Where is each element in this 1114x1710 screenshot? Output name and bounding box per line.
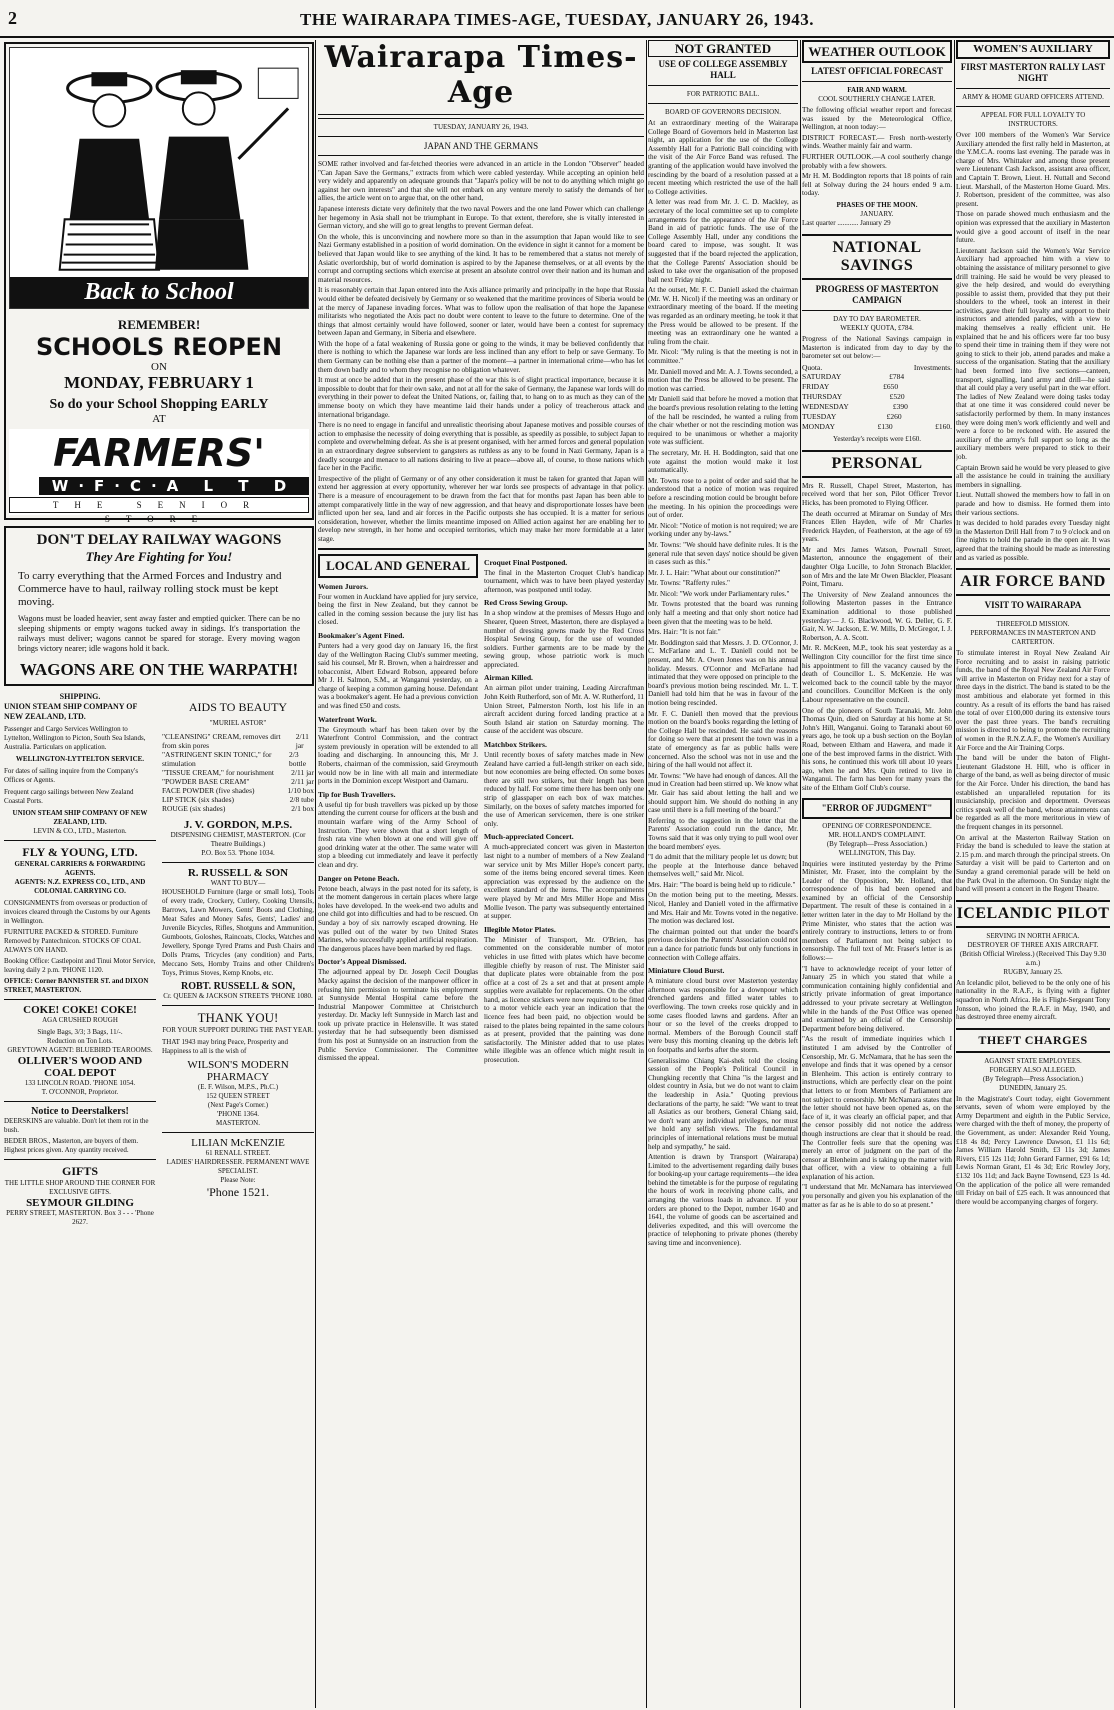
coke-price: Single Bags, 3/3; 3 Bags, 11/-. (37, 1028, 123, 1036)
reopen-date: MONDAY, FEBRUARY 1 (64, 373, 254, 392)
icelandic-title: ICELANDIC PILOT (956, 900, 1110, 928)
coke-agent: GREYTOWN AGENT: BLUEBIRD TEAROOMS. (7, 1046, 153, 1054)
editorial-paragraph: On the whole, this is unconvincing and nowhere more so than in the assumption that Japan would like to see Nazi Germany established in a position of world domination. On the evidence in sight it cannot for a moment be believed that Japan would like to see anything of the kind. It has to be remembered that a status not merely of Asiatic overlordship, but of world domination is aspired to by the Japanese themselves, or at all events by the corrupt and corrupting sections which exercise at present an absolute control over their nation and its human and material resources. (318, 232, 644, 284)
wilsons-phone: 'PHONE 1364. (216, 1110, 260, 1118)
cloud-burst-subhead: Miniature Cloud Burst. (648, 966, 725, 976)
local-item-heading: Croquet Final Postponed. (484, 557, 568, 567)
not-granted-paragraph: At an extraordinary meeting of the Wairarapa College Board of Governors held in Masterton last night, an application for the use of the College Assembly Hall for a Patriotic Ball coinciding with the visit of the Air Force Band was refused. The granting of the application would have involved the rescinding by the board of a resolution passed at a recent meeting which restricted the use of the hall to College activities. (648, 119, 798, 196)
railway-ad-subtitle: They Are Fighting for You! (85, 549, 233, 564)
beauty-item-price: 2/11 jar (291, 768, 314, 777)
local-item-text: The Minister of Transport, Mr. O'Brien, has commented on the considerable number of motor vehicles in use fitted with plates which have become illegible chiefly by reason of rust. The Minister said that duplicate plates were obtainable from the post office at a cost of 2s a set and that at present ample supplies were available for replacements. On the other hand, as licence stickers were now required to be fitted to a motor vehicle each year an indication that the licence fees had been paid, no objection would be raised to the plates being repainted in the same colours as at present, provided that the painting was done satisfactorily. The Minister added that to use plates while illegible was an offence which might result in prosecution. (484, 935, 644, 1065)
not-granted-paragraph: Mr. Daniell moved and Mr. A. J. Towns seconded, a motion that the Press be allowed to be present. The motion was carried. (648, 367, 798, 393)
divider (648, 103, 798, 104)
shop-early-text: So do your School Shopping EARLY (49, 397, 269, 412)
fly-young-name: FLY & YOUNG, LTD. (22, 845, 138, 859)
not-granted-paragraph: Mr. Towns protested that the board was running only half a meeting and that only short notice had been given that the meeting was to be held. (648, 600, 798, 626)
masthead-title: Wairarapa Times-Age (324, 40, 638, 110)
local-item-heading: Danger on Petone Beach. (318, 873, 400, 883)
local-item-text: In a shop window at the premises of Messrs Hugo and Shearer, Queen Street, Masterton, there are displayed a number of dressing gowns made by the Red Cross Hospital Sewing Group, for the use of wounded soldiers. Further garments are to be made by the sewing group, whose patriotic work is much appreciated. (484, 609, 644, 669)
personal-paragraph: The death occurred at Miramar on Sunday of Mrs Frances Ellen Hayden, wife of Mr Charles Frederick Hayden, of Featherston, at the age of 69 years. (802, 509, 952, 544)
divider (4, 1159, 156, 1160)
editorial-body (318, 160, 644, 544)
savings-row (802, 422, 952, 432)
not-granted-paragraph: Mr. Towns rose to a point of order and said that he understood that a notice of motion was required before a rescinding motion could be brought before the meeting. In his opinion the proceedings were out of order. (648, 476, 798, 520)
weather-district: DISTRICT FORECAST.— Fresh north-westerly winds. Weather mainly fair and warm. (802, 133, 952, 151)
local-item-text: An airman pilot under training, Leading Aircraftman John Keith Rutherford, son of Mr. A. W. Rutherford, 11 Union Street, Palmerston North, lost his life in an aircraft accident during forced landing practice at a South Island air station on Saturday morning. The cause of the accident was obscure. (484, 684, 644, 736)
local-and-general-left (318, 554, 478, 1067)
local-item-text: The final in the Masterton Croquet Club's handicap tournament, which was to have been played yesterday afternoon, was postponed until today. (484, 568, 644, 594)
weather-rain: Mr H. M. Boddington reports that 18 points of rain fell at Solway during the 24 hours ended 9 a.m. today. (802, 172, 952, 198)
theft-telegraph: (By Telegraph—Press Association.) (982, 1074, 1084, 1083)
moon-month: JANUARY. (860, 209, 894, 218)
personal-paragraph: The University of New Zealand announces the following Masterton passes in the Entrance Examination additional to those published yesterday:— J. G. Blackwood, W. G. Deller, G. F. Gair, N. W. Jackson, E. W. Mills, D. McGregor, I. J. Robertson, A. A. Scott. (802, 590, 952, 642)
personal-title: PERSONAL (802, 450, 952, 478)
beauty-item-name: LIP STICK (six shades) (162, 795, 235, 804)
auxiliary-body (956, 131, 1110, 562)
savings-table (802, 372, 952, 432)
shipping-company: UNION STEAM SHIP COMPANY OF NEW ZEALAND, LTD. (4, 702, 138, 721)
masthead-dateline: TUESDAY, JANUARY 26, 1943. (433, 123, 529, 131)
savings-sub: PROGRESS OF MASTERTON CAMPAIGN (815, 283, 939, 305)
double-rule (318, 114, 644, 119)
divider (956, 106, 1110, 107)
editorial-column (318, 40, 644, 1708)
savings-quota: £390 (892, 401, 908, 411)
coal-depot-address: 133 LINCOLN ROAD. 'PHONE 1054. (24, 1079, 136, 1087)
newspaper-header-title: THE WAIRARAPA TIMES-AGE, TUESDAY, JANUARY 26, 1943. (300, 10, 814, 29)
local-item-heading: Women Jurors. (318, 581, 369, 591)
savings-day: SATURDAY (802, 371, 842, 381)
icelandic-dateline: RUGBY, January 25. (1003, 967, 1063, 976)
beauty-item-name: "TISSUE CREAM," for nourishment (162, 768, 274, 777)
wilsons-town: MASTERTON. (216, 1119, 260, 1127)
beauty-price-row (162, 750, 314, 768)
weather-further: FURTHER OUTLOOK.—A cool southerly change probably with a few showers. (802, 152, 952, 170)
moon-row: Last quarter ............ January 29 (802, 218, 891, 227)
error-judgment-paragraph: "I have to acknowledge receipt of your letter of January 25 in which you stated that while a communication containing highly confidential and strictly private information of great importance addressed to your private secretary at Wellington while in the hands of the Post Office was opened and examined by an official of the Censorship Department before being delivered. (802, 964, 952, 1033)
thank-you-sub: FOR YOUR SUPPORT DURING THE PAST YEAR. (162, 1026, 314, 1034)
local-item-heading: Tip for Bush Travellers. (318, 789, 396, 799)
airforce-sub: VISIT TO WAIRARAPA (984, 600, 1082, 611)
savings-quota: £260 (886, 411, 902, 421)
weather-column (802, 40, 952, 1708)
gifts-shop-name: SEYMOUR GILDING (26, 1197, 134, 1209)
cloud-burst-text: A miniature cloud burst over Masterton yesterday afternoon was responsible for a downpour which drenched gardens and filled water tables to overflowing. The town creeks rose quickly and in some cases flooded lawns and gardens. After an hour or so the level of the creeks dropped to normal. Members of the Borough Council staff were busy this morning cleaning up the debris left on footpaths and kerbs after the storm. (648, 977, 798, 1054)
fly-young-line2: AGENTS: N.Z. EXPRESS CO., LTD., AND COLONIAL CARRYING CO. (14, 878, 146, 895)
error-judgment-paragraph: Inquiries were instituted yesterday by the Prime Minister, Mr. Fraser, into the complaint by the Leader of the Opposition, Mr. Holland, that correspondence of his had been opened and examined by an official of the Censorship Department. The result of these is contained in a letter written later in the day to Mr Holland by the Prime Minister, who states that the action was entirely contrary to instructions, letters to or from members of Parliament not being subject to censorship. The full text of Mr. Fraser's letter is as follows:— (802, 859, 952, 963)
page-number: 2 (8, 8, 17, 28)
local-left-items (318, 582, 478, 1063)
farmers-logo-tagline: THE SENIOR STORE (9, 497, 309, 513)
local-item-text: A much-appreciated concert was given in Masterton last night to a number of members of a New Zealand war service unit by Mrs Miller Hope's concert party, some of the items being encored several times. Keen appreciation was expressed by the audience on the excellent standard of the items. The accompaniments were played by Mr and Mrs Miller Hope and Miss Mollie Iveson. The party was subsequently entertained at supper. (484, 843, 644, 921)
beauty-item-price: 2/3 bottle (289, 750, 307, 768)
savings-row (802, 372, 952, 382)
local-item-heading: Doctor's Appeal Dismissed. (318, 957, 407, 967)
divider (318, 548, 644, 550)
editorial-paragraph: SOME rather involved and far-fetched theories were advanced in an article in the London "Observer" headed "Can Japan Save the Germans," extracts from which were cabled yesterday. While accepting an opinion held very widely and apparently on adequate grounds that "Japan's policy will be not to do anything which might go against her own interests" and that she will not embark on any venture merely to satisfy the demands of her allies, the article went on to argue that, on the other hand, (318, 160, 644, 203)
beauty-price-row (162, 777, 314, 786)
icelandic-sub: SERVING IN NORTH AFRICA. (986, 931, 1080, 940)
column-rule (315, 40, 316, 1708)
beauty-item-price: 2/1 box (291, 804, 314, 813)
beauty-item-name: "POWDER BASE CREAM" (162, 777, 250, 786)
personal-paragraph: One of the pioneers of South Taranaki, Mr. John Thomas Quin, died on Saturday at his home at St. John's Hill, Wanganui. Going to Taranaki about 60 years ago, he took up a bush section on the Boylan Road, between Eltham and Hawera, and made it one of the best improved farms in the district. With his sons, he continued this work till about 10 years ago, when he and Mrs. Quin retired to live in Wanganui. The farm has been for many years the site of the Eltham Golf Club's course. (802, 706, 952, 792)
farmers-logo-bar: W·F·C·A L T D (39, 477, 309, 495)
back-to-school-banner: Back to School (10, 277, 308, 308)
fly-young-booking: Booking Office: Castlepoint and Tinui Motor Service, leaving daily 2 p.m. 'PHONE 1120. (4, 957, 156, 974)
divider (162, 1005, 314, 1006)
auxiliary-title: WOMEN'S AUXILIARY (956, 40, 1110, 59)
chemist-details: DISPENSING CHEMIST, MASTERTON. (Cor Theatre Buildings.) (170, 831, 306, 848)
savings-intro: Progress of the National Savings campaign in Masterton is indicated from day to day by the barometer set out below:— (802, 334, 952, 361)
school-girls-illustration (9, 47, 309, 309)
airforce-sub2: THREEFOLD MISSION. (996, 620, 1070, 629)
airforce-title: AIR FORCE BAND (956, 568, 1110, 596)
russell-name-repeat: ROBT. RUSSELL & SON, (180, 981, 295, 992)
savings-quota-header: Quota. (802, 362, 823, 372)
savings-barometer: DAY TO DAY BAROMETER. (833, 314, 921, 323)
divider (802, 81, 952, 82)
schools-reopen-headline: SCHOOLS REOPEN (35, 333, 283, 361)
beauty-item-price: 2/11 jar (291, 777, 314, 786)
deerstalkers-title: Notice to Deerstalkers! (31, 1106, 129, 1117)
moon-title: PHASES OF THE MOON. (836, 200, 918, 209)
not-granted-paragraph: Mr. J. L. Hair: "What about our constitution?" (648, 568, 781, 577)
auxiliary-sub2: ARMY & HOME GUARD OFFICERS ATTEND. (962, 93, 1104, 101)
auxiliary-paragraph: Those on parade showed much enthusiasm and the opinion was expressed that the auxiliary in Masterton would give a good account of itself in the near future. (956, 210, 1110, 245)
auxiliary-column (956, 40, 1110, 1708)
wilsons-address: 152 QUEEN STREET (206, 1092, 270, 1100)
beauty-brand: "MURIEL ASTOR" (209, 719, 267, 727)
not-granted-headline: NOT GRANTED (648, 40, 798, 57)
small-ads-left (4, 692, 156, 1227)
railway-ad-footer: WAGONS ARE ON THE WARPATH! (19, 660, 299, 679)
chemist-box: P.O. Box 53. 'Phone 1034. (201, 849, 275, 857)
beauty-item-name: FACE POWDER (five shades) (162, 786, 255, 795)
savings-investment: £160. (935, 421, 952, 431)
small-ads-right (162, 692, 314, 1227)
savings-header (802, 363, 952, 372)
icelandic-text: An Icelandic pilot, believed to be the only one of his nationality in the R.A.F., is flying with a fighter squadron in North Africa. He is Flight-Sergeant Tony Jonsson, who joined the R.A.F. in May, 1940, and has destroyed three enemy aircraft. (956, 978, 1110, 1022)
shipping-dates: For dates of sailing inquire from the Company's Offices or Agents. (4, 767, 139, 784)
beauty-item-name: ROUGE (six shades) (162, 804, 226, 813)
beder-bros-text: BEDER BROS., Masterton, are buyers of them. Highest prices given. Any quantity received. (4, 1137, 139, 1154)
editorial-headline: JAPAN AND THE GERMANS (423, 141, 539, 151)
shipping-agents: LEVIN & CO., LTD., Masterton. (33, 827, 127, 835)
fly-young-furniture: FURNITURE PACKED & STORED. Furniture Removed by Pantechnicon. STOCKS OF COAL ALWAYS ON HAND. (4, 928, 141, 954)
airforce-paragraph: The band will be under the baton of Flight-Lieutenant Gladstone H. Hill, who is officer in charge of the band, as well as being director of music for the Air Force. Under his direction, the band has established an unparalleled reputation for its musicianship, precision and deportment. Overseas critics speak well of the band, whose attainments can be regarded as all the more meritorious in view of the frequent changes in its personnel. (956, 754, 1110, 831)
shipping-company-repeat: UNION STEAM SHIP COMPANY OF NEW ZEALAND, LTD. (12, 809, 148, 826)
not-granted-sub1: USE OF COLLEGE ASSEMBLY HALL (658, 59, 788, 80)
college-hall-column (648, 40, 798, 1708)
beauty-item-name: "CLEANSING" CREAM, removes dirt from skin pores (162, 732, 281, 750)
divider (162, 1132, 314, 1133)
gifts-line: THE LITTLE SHOP AROUND THE CORNER FOR EXCLUSIVE GIFTS. (4, 1179, 156, 1196)
error-judgment-telegraph: (By Telegraph—Press Association.) (826, 839, 928, 848)
divider (4, 1101, 156, 1102)
error-judgment-sub: OPENING OF CORRESPONDENCE. (822, 821, 932, 830)
icelandic-sub2: DESTROYER OF THREE AXIS AIRCRAFT. (967, 940, 1099, 949)
beauty-price-row (162, 768, 314, 777)
divider (956, 88, 1110, 89)
not-granted-paragraph: "I do admit that the military people let us down; but the people at the Interhouse dance behaved themselves well," said Mr. Nicol. (648, 853, 798, 879)
divider (162, 862, 314, 863)
not-granted-paragraph: Mrs. Hair: "The board is being held up to ridicule." (648, 880, 796, 889)
russell-address: Cr. QUEEN & JACKSON STREETS 'PHONE 1080. (163, 992, 313, 1000)
savings-quota: £784 (889, 371, 905, 381)
savings-day: MONDAY (802, 421, 836, 431)
auxiliary-paragraph: It was decided to hold parades every Tuesday night in the Masterton Drill Hall from 7 to 9 o'clock and on fine nights to hold the parade in the open air. It was agreed that the training should be made as interesting and as varied as possible. (956, 519, 1110, 562)
fly-young-office: OFFICE: Corner BANNISTER ST. and DIXON STREET, MASTERTON. (4, 977, 149, 994)
page-header (0, 0, 1114, 38)
on-text: ON (151, 361, 167, 373)
mckenzie-address: 61 RENALL STREET. (205, 1149, 271, 1157)
personal-body (802, 482, 952, 793)
fly-young-consignments: CONSIGNMENTS from overseas or production of invoices cleared through the Customs by our Agents in Wellington. (4, 899, 151, 925)
local-item-text: Four women in Auckland have applied for jury service, being the first in New Zealand, but they cannot be called in the coming session because the jury list has closed. (318, 592, 478, 627)
column-rule (646, 40, 647, 1708)
beauty-price-row (162, 795, 314, 804)
beauty-item-price: 2/8 tube (289, 795, 314, 804)
not-granted-paragraph: A letter was read from Mr. J. C. D. Mackley, as secretary of the local committee set up to complete arrangements for the appearance of the Air Force Band in aid of patriotic funds. The use of the College Assembly Hall, under any conditions the board cared to impose, was sought. It was suggested that if the board rejected the application, that the College Parents' Association should be asked to take over the organisation of the proposed ball next Friday night. (648, 198, 798, 284)
savings-yesterday: Yesterday's receipts were £160. (832, 434, 922, 443)
not-granted-paragraph: Mr. Towns: "We have had enough of dances. All the mud in Creation had been stirred up. We know what Mr. Gair has said about letting the hall and we should support him. We should do nothing in any case until there is a full meeting of the board." (648, 771, 798, 815)
at-text: AT (152, 413, 166, 425)
weather-fair: FAIR AND WARM. (847, 86, 907, 94)
small-ads-block (4, 692, 314, 1227)
shipping-services: Passenger and Cargo Services Wellington to Lyttelton, Wellington to Picton, South Sea Islands, Australia. Particulars on application. (4, 725, 146, 751)
savings-day: THURSDAY (802, 391, 843, 401)
weather-title: WEATHER OUTLOOK (802, 40, 952, 63)
savings-day: WEDNESDAY (802, 401, 849, 411)
gifts-title: GIFTS (61, 1164, 98, 1178)
not-granted-paragraph: Mr. Nicol: "Notice of motion is not required; we are working under any by-laws." (648, 521, 798, 539)
not-granted-paragraph: On the motion being put to the meeting, Messrs. Nicol, Hanley and Daniell voted in the affirmative and Mrs. Hair and Mr. Towns voted in the negative. The motion was declared lost. (648, 891, 798, 926)
thank-you-title: THANK YOU! (197, 1010, 279, 1025)
weather-sub: LATEST OFFICIAL FORECAST (811, 66, 943, 76)
auxiliary-paragraph: Captain Brown said he would be very pleased to give all the assistance he could in training the auxiliary members in signalling. (956, 463, 1110, 489)
advertisements-column (4, 40, 314, 1708)
airforce-paragraph: To stimulate interest in Royal New Zealand Air Force recruiting and to assist in raising patriotic funds, the band of the Royal New Zealand Air Force will arrive in Masterton on Friday next for a stay of three days in the district. The band is stated to be the most ambitious and elaborate yet formed in this country. As a result of its efforts the band has raised the total of over £100,000 during its extensive tours over the past three years. The band's recruiting mission is directed to being to promote the recruiting of women in the R.N.Z.A.F., the Women's Auxiliary Air Force and the Air Training Corps. (956, 649, 1110, 752)
mckenzie-line: LADIES' HAIRDRESSER. PERMANENT WAVE SPECIALIST. (166, 1158, 310, 1175)
farmers-logo-name: FARMERS' (53, 431, 265, 475)
editorial-paragraph: Japanese interests dictate very definitely that the two naval Powers and the one land Power which can challenge her hegemony in Asia shall not be triumphant in Europe. To that extent, therefore, she is vitally interested in German victory, and she will go to great lengths to prevent German defeat. (318, 204, 644, 231)
savings-quota: £130 (877, 421, 893, 431)
weather-cool: COOL SOUTHERLY CHANGE LATER. (818, 95, 936, 103)
beauty-title: AIDS TO BEAUTY (188, 700, 288, 714)
savings-title: NATIONAL SAVINGS (802, 234, 952, 280)
chemist-name: J. V. GORDON, M.P.S. (183, 819, 293, 831)
mckenzie-phone: 'Phone 1521. (206, 1185, 270, 1199)
transport-text: Attention is drawn by Transport (Wairarapa) Limited to the advertisement regarding daily buses for booking-up your cartage requirements—the idea behind the timetable is for the purpose of regulating the hours of work in receiving phone calls, and arranging the various loads in advance. If your orders are phoned to the Depot, number 1640 and 1641, the volume of goods can be ascertained and deliveries expedited, and this will overcome the practice of telephoning to private phones (thereby saving time and inconvenience). (648, 1153, 798, 1248)
airforce-body (956, 649, 1110, 894)
not-granted-paragraph: The chairman pointed out that under the board's previous decision the Parents' Association could not run a dance for patriotic funds but only functions in connection with College affairs. (648, 927, 798, 962)
auxiliary-sub: FIRST MASTERTON RALLY LAST NIGHT (960, 62, 1106, 83)
theft-title: THEFT CHARGES (956, 1028, 1110, 1053)
wilsons-wish: THAT 1943 may bring Peace, Prosperity and Happiness to all is the wish of (162, 1038, 289, 1055)
column-rule (954, 40, 955, 1708)
auxiliary-sub3: APPEAL FOR FULL LOYALTY TO INSTRUCTORS. (980, 111, 1086, 128)
error-judgment-body (802, 860, 952, 1210)
error-judgment-paragraph: "As the result of immediate inquiries which I instituted I am advised by the Controller of Censorship, Mr. G. McNamara, that he has seen the envelope and finds that it was opened by a censor in Blenheim. This action is entirely contrary to instructions, which are perfectly clear on the point that letters to or from Members of Parliament are not subject to censorship. Mr McNamara states that the letter should not have been opened as, on the face of it, it was clearly an official paper, and that the censor possibly did not notice the address though instructions are clear that it should be read. The Controller feels sure that the opening was merely an error of judgment on the part of the censor at Blenheim and is taking up the matter with that officer, with a view to obtaining a full explanation of his action. (802, 1035, 952, 1181)
russell-name: R. RUSSELL & SON (187, 867, 289, 879)
local-item-heading: Much-appreciated Concert. (484, 832, 574, 842)
gifts-address: PERRY STREET, MASTERTON. Box 3 - - - 'Phone 2627. (6, 1209, 154, 1226)
savings-weekly: WEEKLY QUOTA, £784. (840, 323, 914, 332)
not-granted-paragraph: At the outset, Mr. F. C. Daniell asked the chairman (Mr. W. H. Nicol) if the meeting was an ordinary or extraordinary meeting of the board. If the meeting was regarded as an ordinary meeting, he took it that the Press would be allowed to be present. If the meeting was an extraordinary one he wanted a ruling from the chair. (648, 286, 798, 346)
editorial-paragraph: Irrespective of the plight of Germany or of any other consideration it must be taken for granted that Japan will extend her aggression at every opportunity, wherever her war lords see prospects of advantage in that policy. There is a measure of encouragement to be drawn from the fact that for months past Japan has been able to attempt comparatively little in the way of new aggression, and that heavy and disproportionate losses have been inflicted upon her sea, land and air forces in the Pacific outposts she has occupied. It is a matter for serious consideration, however, whether the limits meantime imposed on Allied action against her are enabling her to develop new strength, in her home and occupied territories, which may make her more formidable at a later stage. (318, 474, 644, 543)
column-rule (800, 40, 801, 1708)
not-granted-paragraph: Mr. Towns: "Rafferty rules." (648, 579, 730, 588)
editorial-paragraph: It is reasonably certain that Japan entered into the Axis alliance primarily and principally in the hope that Russia would either be defeated decisively by Germany or so weakened that the maritime provinces of Siberia would be at the mercy of Japanese invading forces. What was to follow upon the realisation of that hope the Japanese militarists who negotiated the Axis pact no doubt were content to leave to the future to determine. One of the things that almost certainly would have followed, sooner or later, would have been a contest for supremacy between Japan and Germany, in Siberia and elsewhere. (318, 286, 644, 338)
savings-row (802, 392, 952, 402)
error-judgment-dateline: WELLINGTON, This Day. (838, 848, 916, 857)
mckenzie-name: LILIAN McKENZIE (191, 1137, 285, 1149)
russell-want: WANT TO BUY— (210, 879, 266, 887)
not-granted-paragraph: Mr Daniell said that before he moved a motion that the board's previous resolution relating to the letting of the hall be rescinded, he wanted a ruling from the chair whether or not the rescinding motion was required to be unanimous or whether a majority vote was sufficient. (648, 395, 798, 447)
coke-reduction: Reduction on Ton Lots. (47, 1037, 113, 1045)
coal-depot-name: OLLIVER'S WOOD AND COAL DEPOT (17, 1055, 143, 1079)
savings-investments-header: Investments. (913, 362, 952, 372)
local-right-items (484, 558, 644, 1065)
local-item-text: Until recently boxes of safety matches made in New Zealand have carried a full-length striker on each side, but now economies are being effected. On some boxes there are still two strikers, but their length has been reduced by half. For some time there has been only one strip of glasspaper on each box of wax matches. Similarly, on the boxes of safety matches imported for the use of American servicemen, there is one striker only. (484, 751, 644, 828)
local-item-text: A useful tip for bush travellers was picked up by those attending the current course for officers at the bush and mountain warfare wing of the Army School of Instruction. They were shown that a short length of fresh rata vine when blown at one end will give off good drinking water at the other. The same water will stop a bleeding cut immediately and leave it perfectly clean and dry. (318, 800, 478, 869)
divider (648, 85, 798, 86)
savings-row (802, 382, 952, 392)
divider (318, 136, 644, 137)
not-granted-paragraph: Mr. F. C. Daniell then moved that the previous motion on the board's books regarding the letting of the College Hall be rescinded. He said the reasons for doing so were that at present the town was in a state of emergency as far as public halls were concerned. Also the school was not in use and the hiring of the hall would not affect it. (648, 709, 798, 770)
error-judgment-title: "ERROR OF JUDGMENT" (802, 798, 952, 819)
weather-intro: The following official weather report and forecast was issued by the Meteorological Office, Wellington, at noon today:— (802, 106, 952, 132)
wilsons-sub: (E. F. Wilson, M.P.S., Ph.C.) (197, 1083, 279, 1091)
local-item-text: Petone beach, always in the past noted for its safety, is at the moment dangerous in certain places where large holes have developed. In the week-end two adults and one child got into difficulties and had to be rescued. On Sunday a boy of six narrowly escaped drowning. He was pulled out of the water by two United States Marines, who successfully applied artificial respiration. The dangerous places have been marked by red flags. (318, 884, 478, 953)
local-item-text: The adjourned appeal by Dr. Joseph Cecil Douglas Macky against the decision of the manpower officer in refusing him permission to terminate his employment at Sunnyside Mental Hospital came before the Industrial Manpower Committee at Christchurch yesterday. Dr. Macky left Sunnyside in March last and took up private practice in Helensville. It was stated yesterday that he had subsequently been dismissed from his post at Sunnyside on an instruction from the Public Service Commissioner. The Committee dismissed the appeal. (318, 968, 478, 1063)
railway-ad-title: DON'T DELAY RAILWAY WAGONS (36, 532, 282, 548)
beauty-item-price: 1/10 box (287, 786, 314, 795)
divider (956, 615, 1110, 616)
farmers-logo (9, 429, 309, 524)
not-granted-paragraph: The secretary, Mr. H. H. Boddington, said that one vote against the motion would make it lost automatically. (648, 448, 798, 475)
savings-row (802, 412, 952, 422)
local-item-heading: Waterfront Work. (318, 714, 377, 724)
not-granted-paragraph: Mrs. Hair: "It is not fair." (648, 628, 721, 637)
not-granted-sub3: BOARD OF GOVERNORS DECISION. (665, 108, 781, 116)
divider (4, 840, 156, 841)
wilsons-name: WILSON'S MODERN PHARMACY (187, 1059, 289, 1083)
school-girls-drawing (10, 48, 308, 308)
railway-ad-small-text: Wagons must be loaded heavier, sent away faster and emptied quicker. There can be no sleeping shipments or empty wagons tucked away in sidings. It's transportation the railways must deliver; wagons cannot be spared for storage. Every moving wagon brings victory nearer; idle wagons hold it back. (18, 614, 300, 653)
coke-title: COKE! COKE! COKE! (23, 1004, 137, 1016)
divider (318, 155, 644, 156)
beauty-price-list (162, 732, 314, 813)
personal-paragraph: Mr. R. McKeen, M.P., took his seat yesterday as a Wellington City councillor for the first time since his appointment to fill the vacancy caused by the death of Councillor L. S. McKenzie. He was welcomed back to the council table by the mayor and councillors. Councillor McKeen is the only Labour representative on the council. (802, 644, 952, 704)
error-judgment-sub2: MR. HOLLAND'S COMPLAINT. (828, 830, 926, 839)
deerskins-text: DEERSKINS are valuable. Don't let them rot in the bush. (4, 1117, 149, 1134)
local-and-general-section (318, 554, 644, 1067)
wilsons-next: (Next Page's Corner.) (207, 1101, 269, 1109)
auxiliary-paragraph: Lieut. Nuttall showed the members how to fall in on parade and how to dismiss. He formed them into their various sections. (956, 491, 1110, 517)
icelandic-telegraph: (British Official Wireless.) (Received This Day 9.30 a.m.) (959, 949, 1107, 967)
coal-depot-proprietor: T. O'CONNOR, Proprietor. (41, 1088, 119, 1096)
savings-day: TUESDAY (802, 411, 837, 421)
not-granted-paragraph: Mr. Nicol: "We work under Parliamentary rules." (648, 589, 790, 598)
savings-row (802, 402, 952, 412)
local-general-title: LOCAL AND GENERAL (318, 554, 478, 578)
beauty-item-price: 2/11 jar (295, 732, 309, 750)
savings-quota: £520 (889, 391, 905, 401)
auxiliary-paragraph: Lieutenant Jackson said the Women's War Service Auxiliary had approached him with a view to obtaining the assistance of military personnel to give drill training. He said he would be very pleased to give the help desired, and would do everything possible to assist them, provided that they put their shoulders to the wheel, took an interest in their activities, gave their full loyalty and support to their instructors and attended parades, with a view to making themselves a really efficient unit. He explained that he and his officers were far too busy to spend their time in training them if they were not going to stick to their job, attend parades and make a success of the organisation. Stating that the auxiliary had been formed into five sections—canteen, transport, signalling, land army and drill—he said that all could play a very useful part in the war effort. The ladies of New Zealand were doing tasks today that at one time it was considered could never be satisfactorily performed by them. In many instances they were doing men's work efficiently and well and were a force to be reckoned with. He assured the auxiliary of the army's full support so long as the auxiliary members were prepared to stick to their job. (956, 246, 1110, 461)
not-granted-body (648, 119, 798, 962)
editorial-paragraph: There is no need to engage in fanciful and unrealistic theorising about Japanese motives and possible courses of action to emphasise the necessity of doing everything that is possible, as speedily as possible, to subject Japan to complete and overwhelming defeat. As she is at present organised, with her armed forces and general population in an extraordinary degree subservient to gangsters as ruthless as any to be found in Nazi Germany, Japan is a deadly scourge and menace to all nations desiring to live at peace—above all, of course, to those nations which face her in the Pacific. (318, 421, 644, 473)
beauty-price-row (162, 804, 314, 813)
editorial-paragraph: It must at once be added that in the present phase of the war this is of slight practical importance, because it is impossible to doubt that for their own sake, and not at all for the sake of Germany, the Japanese war lords will do everything in their power to defeat the United Nations, or, failing that, to hang on to as much as they can of the immense booty on which they have meantime laid their hands under a policy of treacherous attack and international brigandage. (318, 376, 644, 419)
chiang-text: Generalissimo Chiang Kai-shek told the closing session of the People's Political Council in Chungking recently that China "is the largest and oldest country in Asia, but we do not want to claim the leadership in Asia." Quoting previous declarations of the party, he said: "We want to treat all Asiatics as our brothers, General Chiang said, we don't want any individual privileges, nor must we hold any selfish views. The fundamental principles of international relations must be mutual help and sympathy," he said. (648, 1056, 798, 1151)
divider (802, 310, 952, 311)
local-item-heading: Illegible Motor Plates. (484, 924, 556, 934)
auxiliary-paragraph: Over 100 members of the Women's War Service Auxiliary attended the first rally held in Masterton, at the Y.M.C.A. rooms last evening. The parade was in charge of Mrs. Whittaker and among those present were Lieutenant Cash Jackson, assistant area officer, and Captain T. Brown, Lieut. H. Nuttall and Second Lieut. Marshall, of the Masterton Home Guard. Mrs. J. Robertson, president of the committee, was also present. (956, 131, 1110, 208)
coke-types: AGA CRUSHED ROUGH (42, 1016, 118, 1024)
savings-quota: £650 (883, 381, 899, 391)
local-item-heading: Airman Killed. (484, 673, 533, 683)
error-judgment-paragraph: "I understand that Mr. McNamara has interviewed you personally and given you his explanation of the matter as far as he is able to do so at present." (802, 1183, 952, 1209)
theft-sub2: FORGERY ALSO ALLEGED. (989, 1065, 1077, 1074)
savings-day: FRIDAY (802, 381, 830, 391)
local-item-heading: Red Cross Sewing Group. (484, 598, 568, 608)
not-granted-paragraph: Referring to the suggestion in the letter that the Parents' Association could run the dance, Mr. Towns said that it was only trying to pull wool over the board members' eyes. (648, 816, 798, 851)
fly-young-line1: GENERAL CARRIERS & FORWARDING AGENTS. (14, 860, 146, 877)
beauty-item-name: "ASTRINGENT SKIN TONIC," for stimulation (162, 750, 272, 768)
local-item-text: Punters had a very good day on January 16, the first day of the Wellington Racing Club's summer meeting, said his counsel, Mr R. Brown, when a hairdresser and tobacconist, Albert Edward Robson, appeared before Mr J. H. Salmon, S.M., at Wanganui yesterday, on a charge of keeping a common gaming house. Defendant was a bookmaker's agent. He had a previous conviction and was fined £50 and costs. (318, 641, 478, 711)
local-item-text: The Greymouth wharf has been taken over by the Waterfront Control Commission, and the contract system previously in operation will be extended to all loading and discharging. In announcing this, Mr J. Roberts, chairman of the commission, said Greymouth would now be in line with all main and intermediate ports in the Dominion except Westport and Oamaru. (318, 725, 478, 786)
not-granted-paragraph: Mr. Boddington said that Messrs. J. D. O'Connor, J. C. McFarlane and L. T. Daniell could not be present, and Mr. A. Owen Jones was on his annual holiday. Messrs. O'Connor and McFarlane had intimated that they were opposed on principle to the board's previous motion being rescinded. Mr. L. T. Daniell had told him that he was in favour of the motion being rescinded. (648, 638, 798, 707)
airforce-sub3: PERFORMANCES IN MASTERTON AND CARTERTON. (970, 629, 1096, 647)
not-granted-paragraph: Mr. Towns: "We should have definite rules. It is the general rule that seven days' notice should be given in cases such as this." (648, 540, 798, 567)
railway-wagons-ad (4, 526, 314, 686)
school-ad (4, 42, 314, 524)
local-and-general-right (484, 554, 644, 1067)
beauty-price-row (162, 732, 314, 750)
mckenzie-note: Please Note: (220, 1176, 256, 1184)
theft-dateline: DUNEDIN, January 25. (999, 1083, 1067, 1092)
local-item-heading: Bookmaker's Agent Fined. (318, 630, 405, 640)
shipping-frequent: Frequent cargo sailings between New Zealand Coastal Ports. (4, 788, 134, 805)
railway-ad-text: To carry everything that the Armed Forces and Industry and Commerce have to haul, railway rolling stock must be kept moving. (18, 570, 282, 608)
theft-sub: AGAINST STATE EMPLOYEES. (984, 1056, 1082, 1065)
not-granted-sub2: FOR PATRIOTIC BALL. (686, 90, 760, 98)
theft-text: In the Magistrate's Court today, eight Government servants, seven of whom were employed by the Army Department and eighth in the Public Service, were charged with the theft of money, the property of the Government, as under: Alexander Reid Young, £18 4s 8d; Percy Lawrence Dawson, £1 11s 6d; James William Harold Smith, £3 11s 3d; James Rivers, £15 12s 11d; John Gerard Farmer, £91 6s 1d; Lewis Norman Grant, £1 4s 3d; Eric Rowley Jory, £132 10s 11d; and Jack Bayne Townsend, £23 1s 4d. On the application of the police all were remanded till Friday on bail of £25 each. It was announced that there would be accompanying charges of forgery. (956, 1094, 1110, 1206)
remember-text: REMEMBER! (117, 317, 201, 332)
not-granted-paragraph: Mr. Nicol: "My ruling is that the meeting is not in committee." (648, 348, 798, 366)
personal-paragraph: Mr and Mrs James Watson, Pownall Street, Masterton, announce the engagement of their daughter Olga Lucille, to John Stronach Blackler, son of Mrs and the late Mr Owen Blackler, Pleasant Point, Timaru. (802, 545, 952, 589)
divider (4, 999, 156, 1000)
shipping-route: WELLINGTON-LYTTELTON SERVICE. (15, 755, 145, 763)
beauty-price-row (162, 786, 314, 795)
local-item-heading: Matchbox Strikers. (484, 740, 547, 750)
personal-paragraph: Mrs R. Russell, Chapel Street, Masterton, has received word that her son, Pilot Officer Trevor Hicks, has been promoted to Flying Officer. (802, 481, 952, 507)
shipping-title: SHIPPING. (59, 692, 101, 701)
airforce-paragraph: On arrival at the Masterton Railway Station on Friday the band is scheduled to leave the station at 2.15 p.m. and march through the principal streets. On Saturday a visit will be paid to Carterton and on Sunday a grand ceremonial parade will be held on the Park Oval in the afternoon. On Sunday night the band will present a concert in the Regent Theatre. (956, 833, 1110, 894)
russell-text: HOUSEHOLD Furniture (large or small lots), Tools of every trade, Crockery, Cutlery, Cooking Utensils, Barrows, Lawn Mowers, Gents' Boots and Clothing, Meat Safes and Money Safes, Gents', Ladies' and Juvenile Bicycles, Rifles, Shotguns and Ammunition, Gumboots, Goloshes, Raincoats, Clocks, Watches and Jewellery, Sponge Tyred Prams and Push Chairs and Dolls Prams, Tricycles (any condition) and Parts, Meccano Sets, Hornby Trains and other Children's Toys, Primus Stoves, Kemp Knobs, etc. (162, 888, 314, 977)
editorial-paragraph: With the hope of a fatal weakening of Russia gone or going to the winds, it may be believed confidently that there is nothing to which the Japanese war lords are less inclined than any effort to help or save Germany. To them Germany can be nothing else than a partner of the moment—a partner in international crime—who has let them down badly and to whom they recognise no obligation whatever. (318, 339, 644, 374)
